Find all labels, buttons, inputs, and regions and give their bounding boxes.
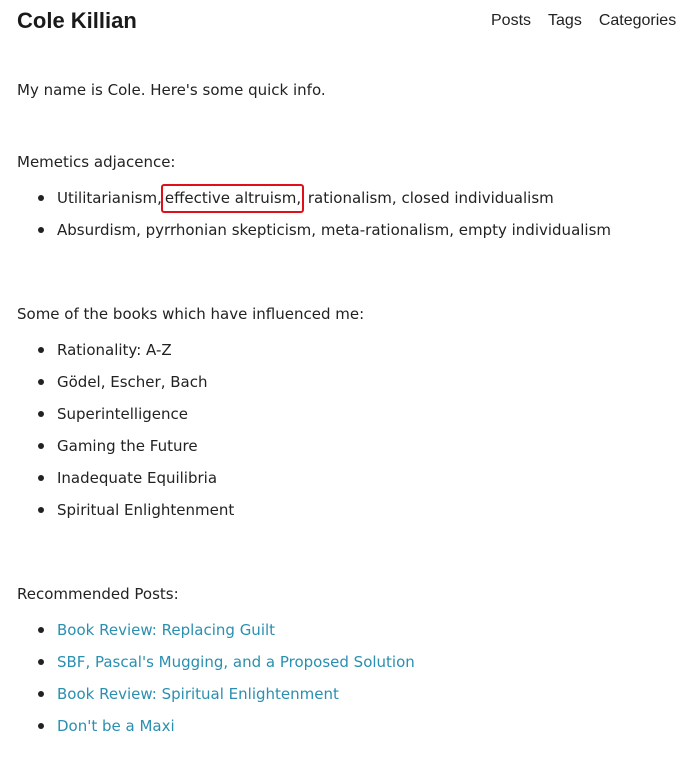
bullet-icon [38,659,44,665]
memetics-item-1-after: rationalism, closed individualism [303,189,554,207]
bullet-icon [38,723,44,729]
list-item [17,220,612,252]
main-nav [491,11,693,31]
bullet-icon [38,379,44,385]
intro-text: My name is Cole. Here's some quick info. [17,81,326,99]
list-item [17,620,607,652]
book-title: Gödel, Escher, Bach [57,373,208,391]
books-heading: Some of the books which have influenced me: [17,305,365,323]
list-item [17,500,607,532]
list-item [17,340,607,372]
memetics-item-1-before: Utilitarianism, [57,189,162,207]
bullet-icon [38,411,44,417]
bullet-icon [38,507,44,513]
recommended-list [17,620,607,748]
book-title: Rationality: A-Z [57,341,172,359]
bullet-icon [38,691,44,697]
list-item [17,716,607,748]
bullet-icon [38,347,44,353]
book-title: Spiritual Enlightenment [57,501,235,519]
recommended-heading: Recommended Posts: [17,585,179,603]
highlighted-term: effective altruism, [161,184,304,213]
book-title: Superintelligence [57,405,188,423]
memetics-heading: Memetics adjacence: [17,153,176,171]
list-item [17,372,607,404]
book-title: Inadequate Equilibria [57,469,218,487]
list-item [17,652,607,684]
bullet-icon [38,443,44,449]
recommended-post-link[interactable]: Don't be a Maxi [57,717,175,735]
list-item [17,188,607,220]
nav-posts[interactable]: Posts [491,12,532,29]
list-item [17,468,607,500]
list-item [17,404,607,436]
recommended-post-link[interactable]: SBF, Pascal's Mugging, and a Proposed Solution [57,653,415,671]
recommended-post-link[interactable]: Book Review: Spiritual Enlightenment [57,685,339,703]
recommended-post-link[interactable]: Book Review: Replacing Guilt [57,621,276,639]
nav-categories[interactable]: Categories [598,12,677,29]
list-item [17,684,607,716]
books-list [17,340,607,532]
site-header [0,0,677,44]
site-title[interactable]: Cole Killian [17,8,137,33]
bullet-icon [38,227,44,233]
bullet-icon [38,627,44,633]
bullet-icon [38,475,44,481]
bullet-icon [38,195,44,201]
book-title: Gaming the Future [57,437,198,455]
memetics-list [17,188,612,252]
nav-tags[interactable]: Tags [548,12,582,29]
list-item [17,436,607,468]
memetics-item-2: Absurdism, pyrrhonian skepticism, meta-rationalism, empty individualism [57,221,612,239]
